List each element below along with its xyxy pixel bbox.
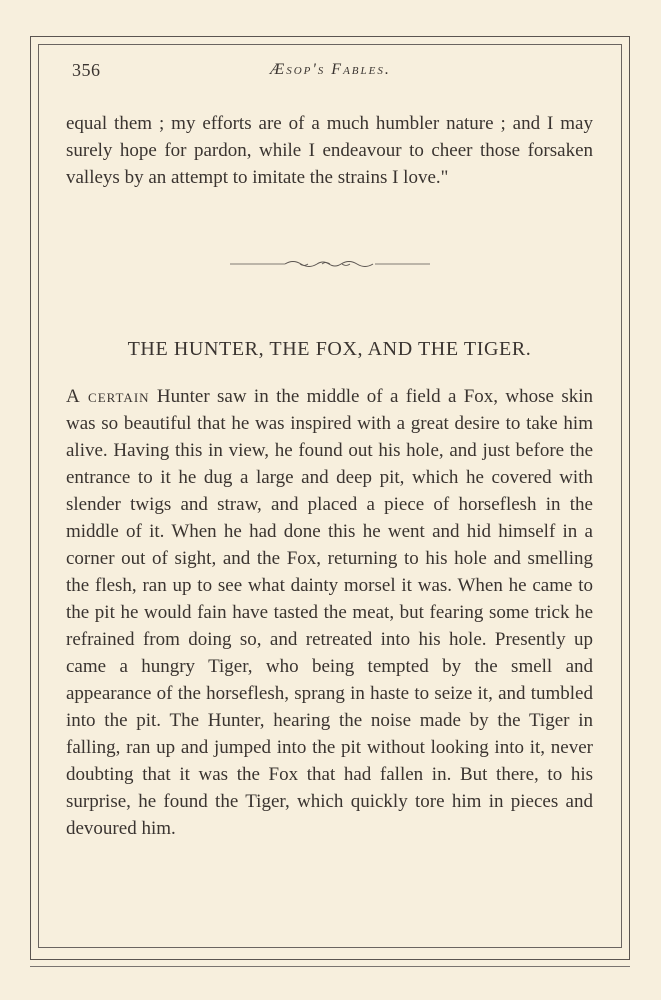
running-title: Æsop's Fables. xyxy=(270,61,391,78)
fable-body-text: Hunter saw in the middle of a field a Fox, whose skin was so beautiful that he was inspired with a great desire to take him alive. Having this in view, he found out his hole, and just before the entrance to it he dug a large and deep pit, which he covered with slender twigs and straw, and placed a piece of horseflesh in the middle of it. When he had done this he went and hid himself in a corner out of sight, and the Fox, returning to his hole and smelling the flesh, ran up to see what dainty morsel it was. When he came to the pit he would fain have tasted the meat, but fearing some trick he refrained from doing so, and retreated into his hole. Presently up came a hungry Tiger, who being tempted by the smell and appearance of the horseflesh, sprang in haste to seize it, and tumbled into the pit. The Hunter, hearing the noise made by the Tiger in falling, ran up and jumped into the pit without looking into it, never doubting that it was the Fox that had fallen in. But there, to his surprise, he found the Tiger, which quickly tore him in pieces and devoured him. xyxy=(66,386,593,839)
page-number: 356 xyxy=(72,60,101,80)
continuation-paragraph: equal them ; my efforts are of a much humbler nature ; and I may surely hope for pardon, while I endeavour to cheer those forsaken valleys by an attempt to imitate the strains I love." xyxy=(66,113,593,188)
bottom-rule xyxy=(30,966,630,967)
fable-opening-words: A certain xyxy=(66,386,150,407)
fable-title: THE HUNTER, THE FOX, AND THE TIGER. xyxy=(127,338,532,360)
ornament-divider xyxy=(230,254,430,274)
fable-body-paragraph xyxy=(66,383,593,842)
